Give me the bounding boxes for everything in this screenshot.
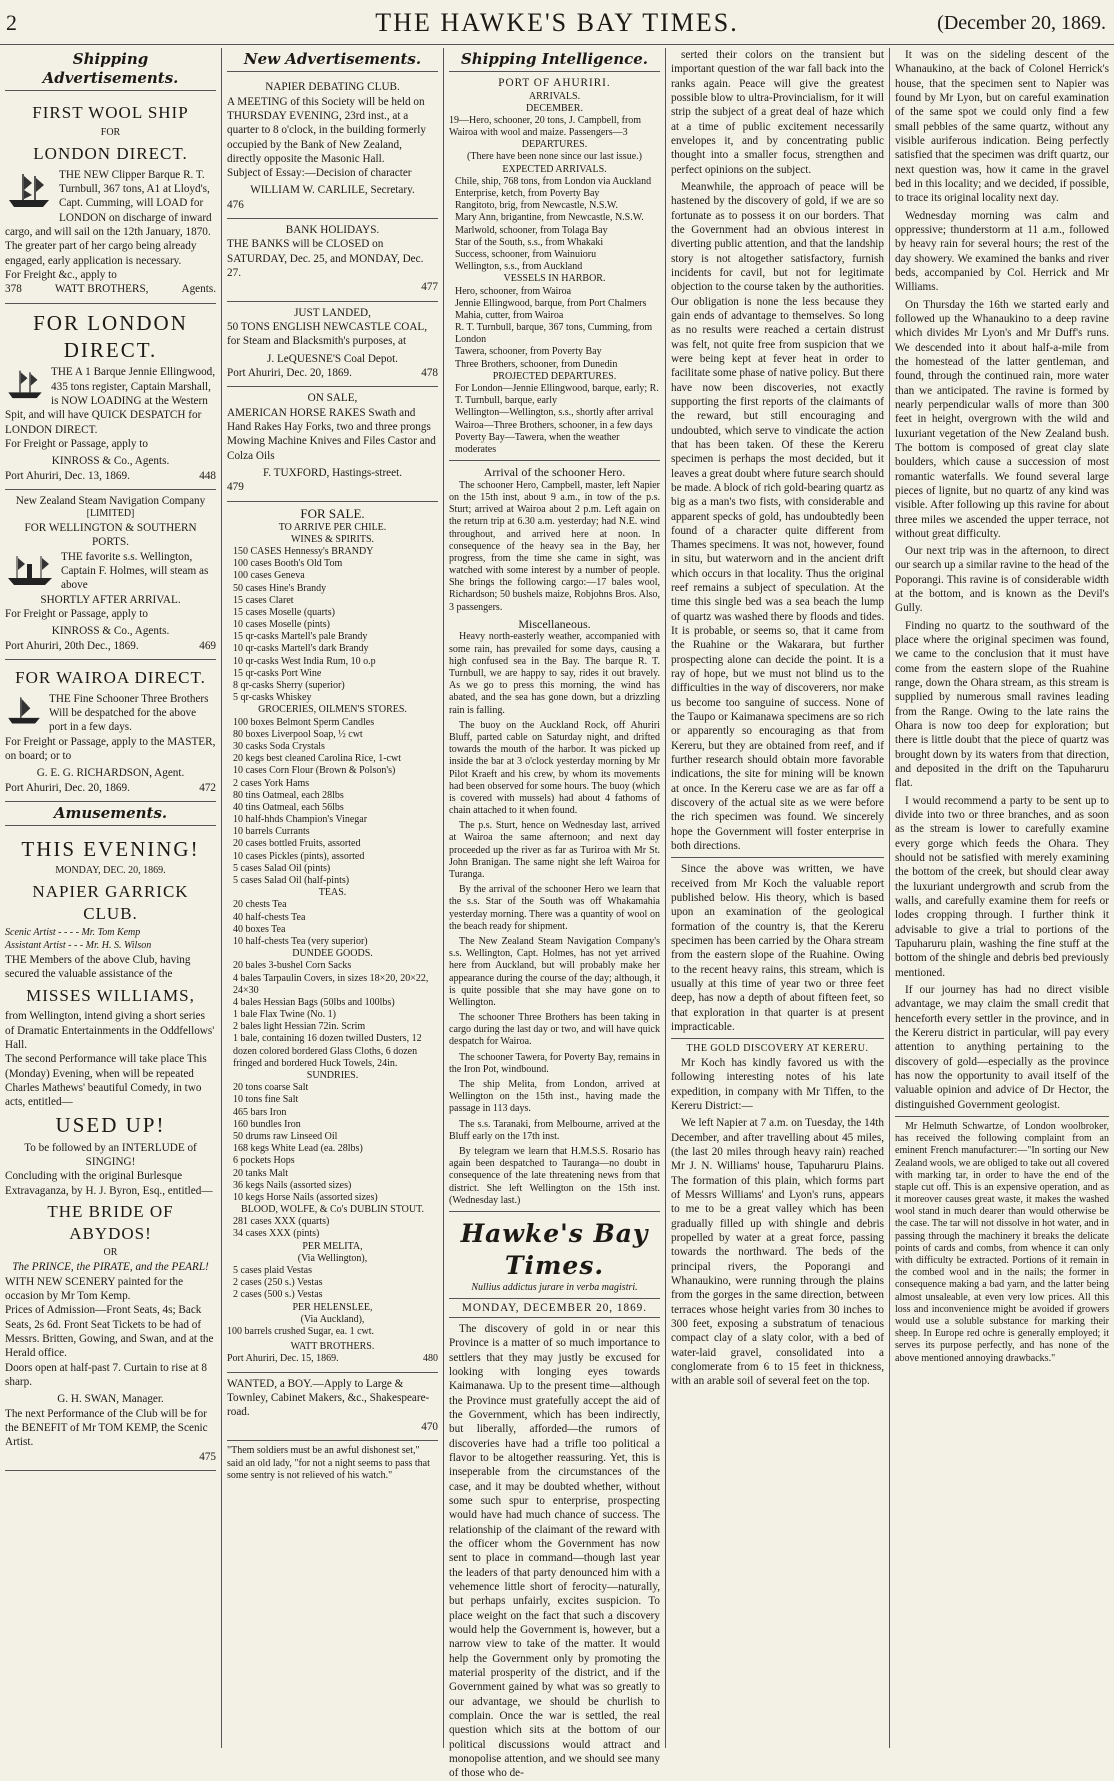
ad-subheading: (Via Auckland),	[300, 1313, 365, 1325]
list-item: 15 cases Claret	[233, 594, 294, 606]
list-item: 36 kegs Nails (assorted sizes)	[233, 1179, 352, 1191]
list-item: 5 cases plaid Vestas	[233, 1265, 312, 1277]
ad-body: THE BANKS will be CLOSED on SATURDAY, Dec. 25, and MONDAY, Dec. 27.	[227, 238, 424, 280]
column-new-ads	[222, 48, 444, 1748]
ad-subheading: DUNDEE GOODS.	[292, 948, 373, 960]
column-leader-continued	[666, 48, 890, 1748]
play-title: USED UP!	[55, 1112, 166, 1137]
article-paragraph: By telegram we learn that H.M.S.S. Rosario has again been despatched to Tauranga—no doubt in consequence of the late threatening news from that district. She left Wellington on the 15th inst. (Wednesday last.)	[449, 1145, 660, 1206]
article-paragraph: serted their colors on the transient but important question of the war fall back into the ranks again. Peace will give the greatest possible blow to ultra-Provincialism, for it will strip the subject of a great deal of haze which at a time of public excitement necessarily envelopes it, and by concentrating public thought into a smaller focus, strengthen and perfect opinions on the subject.	[671, 49, 884, 176]
list-item: 15 qr-casks Port Wine	[233, 667, 322, 679]
article-paragraph: Meanwhile, the approach of peace will be hastened by the discovery of gold, if we are so fortunate as to possess it on our borders. That the Government had an obvious interest in diverting public attention, and that the landship story is not altogether satisfactory, furnish incidents for cavil, but not for legitimate objection to the course taken by the authorities. Our obligation is none the less because they gain ends of advantage to themselves. So long as no results were reached a certain distrust was felt, not quite free from suspicion that we were being kept at fever heat in order to facilitate some phase of native policy. But there have now been discoveries, not exactly supporting the first reports of the claimants of the reward, but still encouraging and undoubted, which serve to vindicate the action that has been taken. Of these the Kereru specimen is perhaps the most decided, but it leaves a great doubt where future search should be made. A block of rich gold-bearing quartz as big as a man's two fists, with considerable and apparent specks of gold, has undoubtedly been found of a character quite different from Thames specimens. It was not, however, found in situ, but waterworn and in the ancient drift which occurs in that locality. Thus the original reef remains a subject of speculation. At the time this single bed was a sea beach the lump of quartz was washed there by floods and tides. It is probable, or seems so, that it came from the Ruahine or the Wakarara, but further prospecting alone can decide the point. It is a ray of hope, but we must not blind us to the difficulties in the way of discoverers, nor make us become too sanguine of success. None of the Taupo or Kaimanawa specimens are so rich or apparently so encouraging as that from Kereru, but they are obtained from reef, and if further research should obtain more favorable indications, the site for mining will be known at once. In the Kereru case we are as far off a discovery of the actual site as we were before the rich specimen was found. We sincerely hope the Government will foster enterprise in both directions.	[671, 180, 885, 853]
ad-body: The second Performance will take place This (Monday) Evening, when will be repeated Charles Mathews' beautiful Comedy, in two acts, entitled—	[5, 1053, 207, 1109]
article-paragraph: The schooner Three Brothers has been taking in cargo during the last day or two, and will have quick despatch for Wairoa.	[449, 1012, 660, 1048]
masthead	[0, 0, 1114, 45]
ad-body: The greater part of her cargo being already engaged, early application is necessary.	[5, 240, 197, 267]
misc-paragraphs	[449, 631, 660, 1206]
list-item: 50 drums raw Linseed Oil	[233, 1130, 338, 1142]
ad-body: Subject of Essay:—Decision of character	[227, 167, 412, 180]
subheading: EXPECTED ARRIVALS.	[502, 163, 607, 175]
ad-body: WITH NEW SCENERY painted for the occasion by Mr Tom Kemp.	[5, 1275, 184, 1302]
ad-heading: LONDON DIRECT.	[33, 143, 188, 163]
list-item: 100 barrels crushed Sugar, ea. 1 cwt.	[227, 1325, 375, 1337]
newspaper-title: THE HAWKE'S BAY TIMES.	[375, 8, 739, 37]
ad-subheading: [LIMITED]	[86, 508, 135, 520]
ad-heading: FIRST WOOL SHIP	[32, 103, 189, 123]
ad-signature: J. LeQUESNE'S Coal Depot.	[267, 352, 398, 365]
ad-number: 480	[423, 1353, 438, 1365]
ad-body: THE favorite s.s. Wellington, Captain F. Holmes, will steam as above	[61, 550, 209, 592]
list-item: Mahia, cutter, from Wairoa	[455, 309, 564, 321]
list-item: Chile, ship, 768 tons, from London via Auckland	[455, 175, 652, 187]
ad-footer: Port Ahuriri, Dec. 20, 1869.	[227, 367, 352, 380]
list-item: 168 kegs White Lead (ea. 28lbs)	[233, 1143, 363, 1155]
list-item: 1 bale, containing 16 dozen twilled Dusters, 12 dozen colored bordered Glass Cloths, 6 dozen fringed and bordered Huck Towels, 24in.	[233, 1033, 422, 1069]
list-expected	[449, 176, 660, 274]
list-item: Poverty Bay—Tawera, when the weather moderates	[455, 431, 620, 455]
article-paragraph: The ship Melita, from London, arrived at Wellington on the 15th inst., having made the passage in 113 days.	[449, 1079, 660, 1115]
list-item: 80 boxes Liverpool Soap, ½ cwt	[233, 728, 363, 740]
ad-subheading: (Via Wellington),	[297, 1252, 368, 1264]
list-item: 20 tons coarse Salt	[233, 1082, 309, 1094]
list-item: 10 cases Pickles (pints), assorted	[233, 850, 365, 862]
ad-bank-holidays	[227, 219, 438, 302]
section-header: Amusements.	[5, 802, 216, 826]
article-paragraph: Wednesday morning was calm and oppressive; thunderstorm at 11 a.m., followed by heavy rain for several hours; the rest of the day showery. We examined the banks and river beds, accompanied by Col. Herrick and Mr Williams.	[895, 209, 1109, 294]
article-heading: Miscellaneous.	[518, 616, 591, 631]
article-paragraph: The schooner Tawera, for Poverty Bay, remains in the Iron Pot, windbound.	[449, 1051, 660, 1075]
list-item: 20 kegs best cleaned Carolina Rice, 1-cwt	[233, 753, 401, 765]
list-item: 465 bars Iron	[233, 1106, 287, 1118]
list-dundee	[227, 960, 438, 1070]
article-paragraph: The p.s. Sturt, hence on Wednesday last, arrived at Wairoa the same afternoon; and next day proceeded up the river as far as Turiroa with Mr St. John Branigan. The same night she left Wairoa for Turanga.	[449, 820, 660, 881]
ad-number: 475	[199, 1450, 216, 1463]
article-paragraph: Mr Koch has kindly favored us with the following interesting notes of his late expedition, in company with Mr Tiffen, to the Kereru District:—	[671, 1057, 884, 1113]
ad-subheading: TEAS.	[318, 887, 347, 899]
list-item: 10 tons fine Salt	[233, 1094, 299, 1106]
article-paragraph: Our next trip was in the afternoon, to direct our search up a similar ravine to the head of the Poporangi. This ravine is of considerable width at the bottom, and is known as the Devil's Gully.	[895, 545, 1109, 615]
ad-signature: WILLIAM W. CARLILE, Secretary.	[250, 184, 415, 197]
ad-heading: FOR LONDON DIRECT.	[33, 310, 188, 362]
ad-number: 472	[199, 781, 216, 794]
ad-credit: Scenic Artist - - - - Mr. Tom Kemp	[5, 927, 141, 939]
list-item: Three Brothers, schooner, from Dunedin	[455, 358, 618, 370]
article-heading: THE GOLD DISCOVERY AT KERERU.	[686, 1043, 869, 1055]
list-item: 100 boxes Belmont Sperm Candles	[233, 716, 375, 728]
list-item: Success, schooner, from Wainuioru	[455, 248, 597, 260]
list-item: 10 half-hhds Champion's Vinegar	[233, 814, 368, 826]
list-item: 4 bales Tarpaulin Covers, in sizes 18×20, 20×22, 24×30	[233, 972, 429, 996]
list-item: 8 qr-casks Sherry (superior)	[233, 680, 345, 692]
ad-number: 479	[227, 481, 244, 494]
dateline: MONDAY, DECEMBER 20, 1869.	[449, 1298, 660, 1318]
list-item: Wellington—Wellington, s.s., shortly after arrival	[455, 407, 654, 419]
ad-subheading: PER HELENSLEE,	[292, 1301, 373, 1313]
ad-prices: Prices of Admission—Front Seats, 4s; Back Seats, 2s 6d. Front Seat Tickets to be had of Messrs. Britten, Gowing, and Swan, and at the Herald office.	[5, 1304, 214, 1360]
list-item: 5 cases Salad Oil (pints)	[233, 862, 331, 874]
ad-first-wool-ship	[5, 95, 216, 303]
subheading: VESSELS IN HARBOR.	[503, 273, 606, 285]
column-shipping-intelligence	[444, 48, 666, 1780]
list-item: Star of the South, s.s., from Whakaki	[455, 236, 604, 248]
ad-number: 470	[421, 1420, 438, 1433]
ad-footer: Port Ahuriri, 20th Dec., 1869.	[5, 639, 139, 652]
issue-date: (December 20, 1869.	[937, 12, 1106, 34]
list-item: Tawera, schooner, from Poverty Bay	[455, 346, 602, 358]
ad-heading: FOR WAIROA DIRECT.	[15, 668, 206, 688]
list-stout	[227, 1216, 438, 1240]
list-item: 1 bale Flax Twine (No. 1)	[233, 1009, 336, 1021]
ad-subheading: MONDAY, DEC. 20, 1869.	[55, 865, 166, 877]
list-item: 40 boxes Tea	[233, 923, 286, 935]
list-item: 100 cases Geneva	[233, 570, 305, 582]
ad-body: THE Fine Schooner Three Brothers Will be despatched for the above port in a few days.	[49, 692, 209, 734]
section-header: Shipping Intelligence.	[449, 48, 660, 72]
ad-signature: G. E. G. RICHARDSON, Agent.	[36, 767, 185, 780]
ad-signature: F. TUXFORD, Hastings-street.	[262, 467, 403, 480]
ad-heading: New Zealand Steam Navigation Company	[15, 495, 206, 507]
list-item: 20 tanks Malt	[233, 1167, 288, 1179]
ad-agents: Agents.	[181, 283, 216, 296]
list-wines	[227, 546, 438, 704]
section-header: Shipping Advertisements.	[5, 48, 216, 91]
subheading: DEPARTURES.	[521, 139, 588, 151]
ad-subheading: FOR	[100, 127, 121, 139]
ad-heading: BANK HOLIDAYS.	[285, 224, 380, 237]
list-item: 34 cases XXX (pints)	[233, 1228, 320, 1240]
list-item: R. T. Turnbull, barque, 367 tons, Cumming, from London	[455, 322, 653, 346]
list-sundries	[227, 1082, 438, 1204]
list-item: 10 qr-casks West India Rum, 10 o.p	[233, 655, 376, 667]
subheading: PROJECTED DEPARTURES.	[492, 370, 617, 382]
ad-apply: For Freight or Passage, apply to	[5, 438, 148, 451]
ad-body: THE A 1 Barque Jennie Ellingwood, 435 tons register, Captain Marshall, is NOW LOADING at the Western Spit, and will have QUICK DESPATCH for LONDON DIRECT.	[5, 366, 216, 436]
list-projected	[449, 383, 660, 456]
ad-heading: NAPIER DEBATING CLUB.	[265, 81, 400, 94]
list-item: 15 cases Moselle (quarts)	[233, 606, 335, 618]
list-item: 2 cases (500 s.) Vestas	[233, 1289, 323, 1301]
list-item: 10 half-chests Tea (very superior)	[233, 935, 368, 947]
article-paragraph: By the arrival of the schooner Hero we learn that the s.s. Star of the South was off Whakamahia yesterday morning. There was a quantity of wool on the beach ready for shipment.	[449, 884, 660, 932]
ad-subheading: OR	[103, 1247, 118, 1259]
ad-wairoa-direct	[5, 660, 216, 802]
ad-emphasis: SHORTLY AFTER ARRIVAL.	[40, 593, 181, 606]
list-melita	[227, 1265, 438, 1302]
list-item: Enterprise, ketch, from Poverty Bay	[455, 188, 600, 200]
list-item: 50 cases Hine's Brandy	[233, 582, 327, 594]
ad-signature: KINROSS & Co., Agents.	[51, 455, 170, 468]
ad-performers: MISSES WILLIAMS,	[26, 985, 195, 1005]
section-header: New Advertisements.	[227, 48, 438, 72]
list-item: Wairoa—Three Brothers, schooner, in a few days	[455, 419, 653, 431]
ad-subheading: GROCERIES, OILMEN'S STORES.	[258, 704, 407, 716]
ad-number: 448	[199, 469, 216, 482]
list-item: Mary Ann, brigantine, from Newcastle, N.S.W.	[455, 212, 644, 224]
ad-body: AMERICAN HORSE RAKES Swath and Hand Rakes Hay Forks, two and three prongs Mowing Machine Knives and Files Castor and Colza Oils	[227, 406, 436, 462]
ad-number: 477	[421, 281, 438, 294]
article-paragraph: The s.s. Taranaki, from Melbourne, arrived at the Bluff early on the 17th inst.	[449, 1118, 660, 1142]
list-item: 2 bales light Hessian 72in. Scrim	[233, 1021, 366, 1033]
leader-article: The discovery of gold in or near this Province is a matter of so much importance to settlers that they may justly be excused for looking with longing eyes towards Kaimanawa. Up to the present time—although the Province must gratefully accept the aid of the Government, which has been indirectly, but liberally, afforded—the rumors of discoveries have had a trifle too political a flavor to be altogether reassuring. Yet, this is inseperable from the circumstances of the case, and it may be doubted whether, without some such spur to enterprise, prospecting would have had much chance of success. The relationship of the claimant of the reward with the officer whom the Government has now sent to place in command—though last year the leaders of that party denounced him with a vehemence little short of ferocity—naturally, but perhaps unfairly, excites suspicion. To place weight on the fact that such a discovery would help the Government is, however, but a narrow view to take of the matter. It would help the Government only by promoting the material prosperity of the district, and if the Government gained by what was so greatly to our advantage, we should be churlish to complain. Once the war is settled, the real question which sits at the bottom of our political discussions would attract and monopolise attention, and we should see many of those who de-	[449, 1323, 660, 1780]
schooner-icon	[5, 694, 43, 730]
ad-signature: G. H. SWAN, Manager.	[57, 1393, 164, 1406]
ad-heading: NAPIER GARRICK CLUB.	[32, 881, 189, 923]
play-title: THE BRIDE OF ABYDOS!	[47, 1201, 174, 1243]
ad-signature: WATT BROTHERS.	[290, 1341, 375, 1353]
list-item: 150 CASES Hennessy's BRANDY	[233, 545, 374, 557]
list-item: Jennie Ellingwood, barque, from Port Chalmers	[455, 297, 647, 309]
list-item: 19—Hero, schooner, 20 tons, J. Campbell, from Wairoa with wool and maize. Passengers—3	[449, 114, 642, 139]
ad-body: THE NEW Clipper Barque R. T. Turnbull, 367 tons, A1 at Lloyd's, Capt. Cumming, will LOAD for LONDON on discharge of inward cargo, and will sail on the 12th January, 1870.	[5, 168, 212, 238]
list-item: Marlwold, schooner, from Tolaga Bay	[455, 224, 608, 236]
list-item: Wellington, s.s., from Auckland	[455, 261, 583, 273]
ad-on-sale	[227, 387, 438, 501]
ad-subheading: BLOOD, WOLFE, & Co's DUBLIN STOUT.	[241, 1204, 424, 1216]
article-paragraph: The buoy on the Auckland Rock, off Ahuriri Bluff, parted cable on Saturday night, and drifted towards the mouth of the harbor. It was picked up inside the bar at 3 o'clock yesterday morning by Mr Pilot Kraeft and his crew, by whom its movements had been observed for some hours. The buoy (which is covered with mussels) had about 4 fathoms of chain attached to it when found.	[449, 719, 660, 817]
ad-body: A MEETING of this Society will be held on THURSDAY EVENING, 23rd inst., at a quarter to 8 o'clock, in the building formerly occupied by the Bank of New Zealand, directly opposite the Masonic Hall.	[227, 95, 426, 165]
list-item: 4 bales Hessian Bags (50lbs and 100lbs)	[233, 996, 395, 1008]
list-item: For London—Jennie Ellingwood, barque, early; R. T. Turnbull, barque, early	[455, 383, 659, 407]
list-item: 30 casks Soda Crystals	[233, 740, 325, 752]
list-teas	[227, 899, 438, 948]
list-item: 80 tins Oatmeal, each 28lbs	[233, 789, 344, 801]
ad-just-landed	[227, 302, 438, 388]
list-item: 2 cases (250 s.) Vestas	[233, 1277, 323, 1289]
ad-subheading: PER MELITA,	[302, 1240, 363, 1252]
subheading: ARRIVALS.	[528, 90, 581, 102]
column-shipping-ads	[0, 48, 222, 1748]
article-paragraph: I would recommend a party to be sent up to divide into two or three branches, and as soon as the stream is lower to carefully examine every gorge which feeds the Ohara. They should not be satisfied with merely examining the bottom of the creek, but should clear away the luxuriant undergrowth and scrub from the walls, and carefully examine them for reefs or lodes cropping through. I further think it advisable to give a trial to portions of the Tapuharuru plain, washing the fine stuff at the bottom of the shingle and debris bed previously mentioned.	[895, 794, 1109, 979]
ad-heading: FOR SALE.	[300, 505, 365, 521]
note: (There have been none since our last issue.)	[467, 151, 642, 163]
ad-body: from Wellington, intend giving a short series of Dramatic Entertainments in the Oddfellows' Hall.	[5, 1010, 215, 1052]
list-item: 10 barrels Currants	[233, 826, 310, 838]
ad-footer: Port Ahuriri, Dec. 13, 1869.	[5, 469, 130, 482]
ad-heading: FOR WELLINGTON & SOUTHERN PORTS.	[24, 522, 197, 549]
ad-number: 469	[199, 639, 216, 652]
ad-signature: KINROSS & Co., Agents.	[51, 625, 170, 638]
list-item: 100 cases Booth's Old Tom	[233, 558, 343, 570]
list-vessels	[449, 286, 660, 371]
ad-subheading: TO ARRIVE PER CHILE.	[278, 521, 387, 533]
list-item: 160 bundles Iron	[233, 1118, 301, 1130]
ad-body: THE Members of the above Club, having secured the valuable assistance of the	[5, 954, 191, 981]
ad-number: 478	[421, 367, 438, 380]
list-item: 5 cases Salad Oil (half-pints)	[233, 875, 350, 887]
ad-subheading: SUNDRIES.	[306, 1070, 359, 1082]
ad-subheading: WINES & SPIRITS.	[290, 533, 375, 545]
article-paragraph: Since the above was written, we have received from Mr Koch the valuable report published below. His theory, which is based upon an examination of the geological formation of the country is, that the Kereru specimen has been carried by the Ohara stream from the eastern slope of the Ruahine. Owing to the recent heavy rains, this stream, which is usually at this time of year two or three feet deep, has now a depth of about fifteen feet, so that exploration in that quarter is at present impracticable.	[671, 863, 884, 1033]
ad-london-direct	[5, 304, 216, 490]
ad-apply: For Freight or Passage, apply to the MASTER, on board; or to	[5, 735, 216, 763]
ship-icon	[5, 170, 53, 214]
list-groceries	[227, 717, 438, 888]
list-item: 15 qr-casks Martell's pale Brandy	[233, 631, 368, 643]
ship-icon	[5, 367, 45, 405]
ad-note: The next Performance of the Club will be for the BENEFIT of Mr TOM KEMP, the Scenic Artist.	[5, 1407, 208, 1449]
newspaper-logo: Hawke's Bay Times.	[460, 1218, 649, 1280]
list-item: 10 cases Moselle (pints)	[233, 619, 330, 631]
ad-number: 476	[227, 198, 244, 211]
ad-body: To be followed by an INTERLUDE of SINGING!	[24, 1141, 197, 1168]
filler-quote: "Them soldiers must be an awful dishonest set," said an old lady, "for not a night seems to pass that some sentry is not relieved of his watch."	[227, 1444, 430, 1482]
page-number: 2	[6, 10, 17, 35]
list-item: 2 cases York Hams	[233, 777, 310, 789]
article-heading: Arrival of the schooner Hero.	[483, 465, 626, 480]
article-paragraph: The New Zealand Steam Navigation Company's s.s. Wellington, Capt. Holmes, has not yet arrived here from Auckland, but will probably make her appearance during the course of the day; although, it is quite possible that she may have gone on to Wellington.	[449, 935, 660, 1008]
article-paragraph: On Thursday the 16th we started early and followed up the Whanaukino to a deep ravine which divides Mr Lyon's and Mr Duff's runs. We descended into it about half-a-mile from the homestead of the latter gentleman, and found, through the continued rain, more water than we anticipated. The ravine is formed by nearly perpendicular walls of more than 300 feet in height, overgrown with the wild and luxuriant vegetation of the New Zealand bush. The bottom is composed of great clay slate boulders, which cause a succession of most romantic waterfalls. We found several large pieces of lignite, but no quartz of any kind was visible. After following up this ravine for about three miles we ascended the upper terrace, not without great difficulty.	[895, 298, 1109, 540]
ad-signature: WATT BROTHERS,	[54, 283, 149, 296]
list-item: 5 qr-casks Whiskey	[233, 692, 312, 704]
ad-number: 378	[5, 283, 22, 296]
list-item: 20 chests Tea	[233, 899, 287, 911]
list-item: 40 half-chests Tea	[233, 911, 306, 923]
list-item: Rangitoto, brig, from Newcastle, N.S.W.	[455, 200, 618, 212]
ad-body: Concluding with the original Burlesque Extravaganza, by H. J. Byron, Esq., entitled—	[5, 1170, 213, 1197]
ad-heading: THIS EVENING!	[21, 837, 200, 862]
ad-footer: Port Ahuriri, Dec. 15, 1869.	[227, 1353, 339, 1365]
ad-apply: For Freight &c., apply to	[5, 268, 117, 281]
ad-heading: ON SALE,	[307, 392, 358, 405]
list-item: 20 cases bottled Fruits, assorted	[233, 838, 361, 850]
article-paragraph: Finding no quartz to the southward of the place where the original specimen was found, we came to the conclusion that it must have come from the eastern slope of the Ruahine range, down the Ohara stream, as this stream is supplied by numerous small ravines leading from the Range. Owing to the late rains the Ohara is now too deep for exploration; but there is little doubt that the piece of quartz was brought down by its waters from that direction, and deposited in the drift on the Tapuharuru flat.	[895, 619, 1109, 790]
ad-body: WANTED, a BOY.—Apply to Large & Townley, Cabinet Makers, &c., Shakespeare-road.	[227, 1377, 430, 1419]
article-paragraph: If our journey has had no direct visible advantage, we may claim the small credit that henceforth every settler in the province, and in the Kereru district in particular, will pay every attention to anything pertaining to the discovery of gold—especially as the province has now the opportunity to avail itself of the valuable opinion and advice of Dr Hector, the distinguished Government geologist.	[895, 984, 1109, 1111]
port-heading: PORT OF AHURIRI.	[498, 77, 611, 90]
ad-body: 50 TONS ENGLISH NEWCASTLE COAL, for Steam and Blacksmith's purposes, at	[227, 321, 428, 348]
list-item: 40 tins Oatmeal, each 56lbs	[233, 801, 344, 813]
article-paragraph: We left Napier at 7 a.m. on Tuesday, the 14th December, and after travelling about 45 miles, (the last 20 miles through heavy rain) reached Mr J. N. Williams' house, Tapuharuru Plains. The formation of this plain, which forms part of Messrs Williams' and Lyon's runs, appears to me to be a great valley which has been gradually filled up with shingle and debris propelled by water at a great force, passing towards the northward. The beds of the principal rivers, the Poporangi and Whanaukino, were running through the plains from the gorges in the same direction, between terraces whose height varies from 30 inches to 300 feet, exposing a substratum of tenacious compact clay of a slaty color, with a bed of water-laid gravel, consolidated into a conglomerate from 6 to 15 feet in thickness, with an arable soil of several feet on the top.	[671, 1117, 884, 1388]
ad-for-sale	[227, 502, 438, 1373]
ad-steam-navigation	[5, 490, 216, 660]
newspaper-motto: Nullius addictus jurare in verba magistri.	[471, 1281, 638, 1293]
ad-debating-club	[227, 76, 438, 219]
ad-wanted-boy	[227, 1373, 438, 1441]
article-body: The schooner Hero, Campbell, master, left Napier on the 15th inst, about 9 a.m., in tow of the p.s. Sturt; arrived at Wairoa about 2 p.m. Left again on the return trip at 6.30 a.m. yesterday; had N.E. wind throughout, and arrived here at noon. In consequence of the heavy sea in the Bay, her progress, from the time she came in sight, was watched with some interest by a number of people. She brings the following cargo:—17 bales wool, Richardson; 50 bushels maize, Robjohns Bros. Also, 3 passengers.	[449, 479, 660, 613]
article-paragraph: Heavy north-easterly weather, accompanied with some rain, has prevailed for some days, causing a high confused sea in the Bay. The barque R. T. Turnbull, we are happy to say, rides it out bravely. As we go to press this morning, the wind has abated, and the sea has gone down, but a drizzling rain is falling.	[449, 631, 660, 716]
steamship-icon	[5, 552, 55, 592]
play-subtitle: The PRINCE, the PIRATE, and the PEARL!	[12, 1261, 209, 1274]
ad-footer: Port Ahuriri, Dec. 20, 1869.	[5, 781, 130, 794]
list-item: 6 pockets Hops	[233, 1155, 295, 1167]
subheading: DECEMBER.	[526, 102, 583, 114]
column-gold-report	[890, 48, 1114, 1748]
ad-credit: Assistant Artist - - - Mr. H. S. Wilson	[5, 940, 152, 952]
list-item: Hero, schooner, from Wairoa	[455, 285, 572, 297]
article-paragraph: Mr Helmuth Schwartze, of London woolbroker, has received the following complaint from an eminent French manufacturer:—"In sorting our New Zealand wools, we are obliged to take out all covered with marking tar, in order to have the end of the staple cut off. This is an expensive operation, and as it moreover causes great waste, it makes the washed wool stand in much dearer than would otherwise be the case. The tar will not dissolve in hot water, and in passing through the machinery it breaks the delicate points of cards and combs, from whence it can only with difficulty be extracted. Portions of it remain in the combed wool and in the nails; the former in consequence making a bad yarn, and the latter being almost unsaleable, at even very low prices. All this loss and inconvenience might be avoided if growers would use a soluble substance for marking their sheep. In Europe red ochre is generally employed; it serves its purpose perfectly, and has none of the above mentioned annoying drawbacks."	[895, 1120, 1109, 1364]
ad-body: Doors open at half-past 7. Curtain to rise at 8 sharp.	[5, 1361, 207, 1388]
article-paragraph: It was on the sideling descent of the Whanaukino, at the back of Colonel Herrick's house, that the specimen sent to Napier was found by Mr Lyon, but on careful examination of the same spot we could only find a few small pebbles of the same quartz, without any visible auriferous indication. Being perfectly satisfied that the specimen was drift quartz, our next question was, how it came in the gravel bed in this locality; and we decided, if possible, to trace its original locality next day.	[895, 49, 1109, 205]
list-item: 10 qr-casks Martell's dark Brandy	[233, 643, 369, 655]
list-item: 10 kegs Horse Nails (assorted sizes)	[233, 1191, 378, 1203]
list-item: 10 cases Corn Flour (Brown & Polson's)	[233, 765, 396, 777]
ad-apply: For Freight or Passage, apply to	[5, 608, 148, 621]
ad-heading: JUST LANDED,	[294, 306, 371, 319]
list-item: 20 bales 3-bushel Corn Sacks	[233, 960, 352, 972]
ad-garrick-club	[5, 830, 216, 1471]
list-item: 281 cases XXX (quarts)	[233, 1216, 330, 1228]
